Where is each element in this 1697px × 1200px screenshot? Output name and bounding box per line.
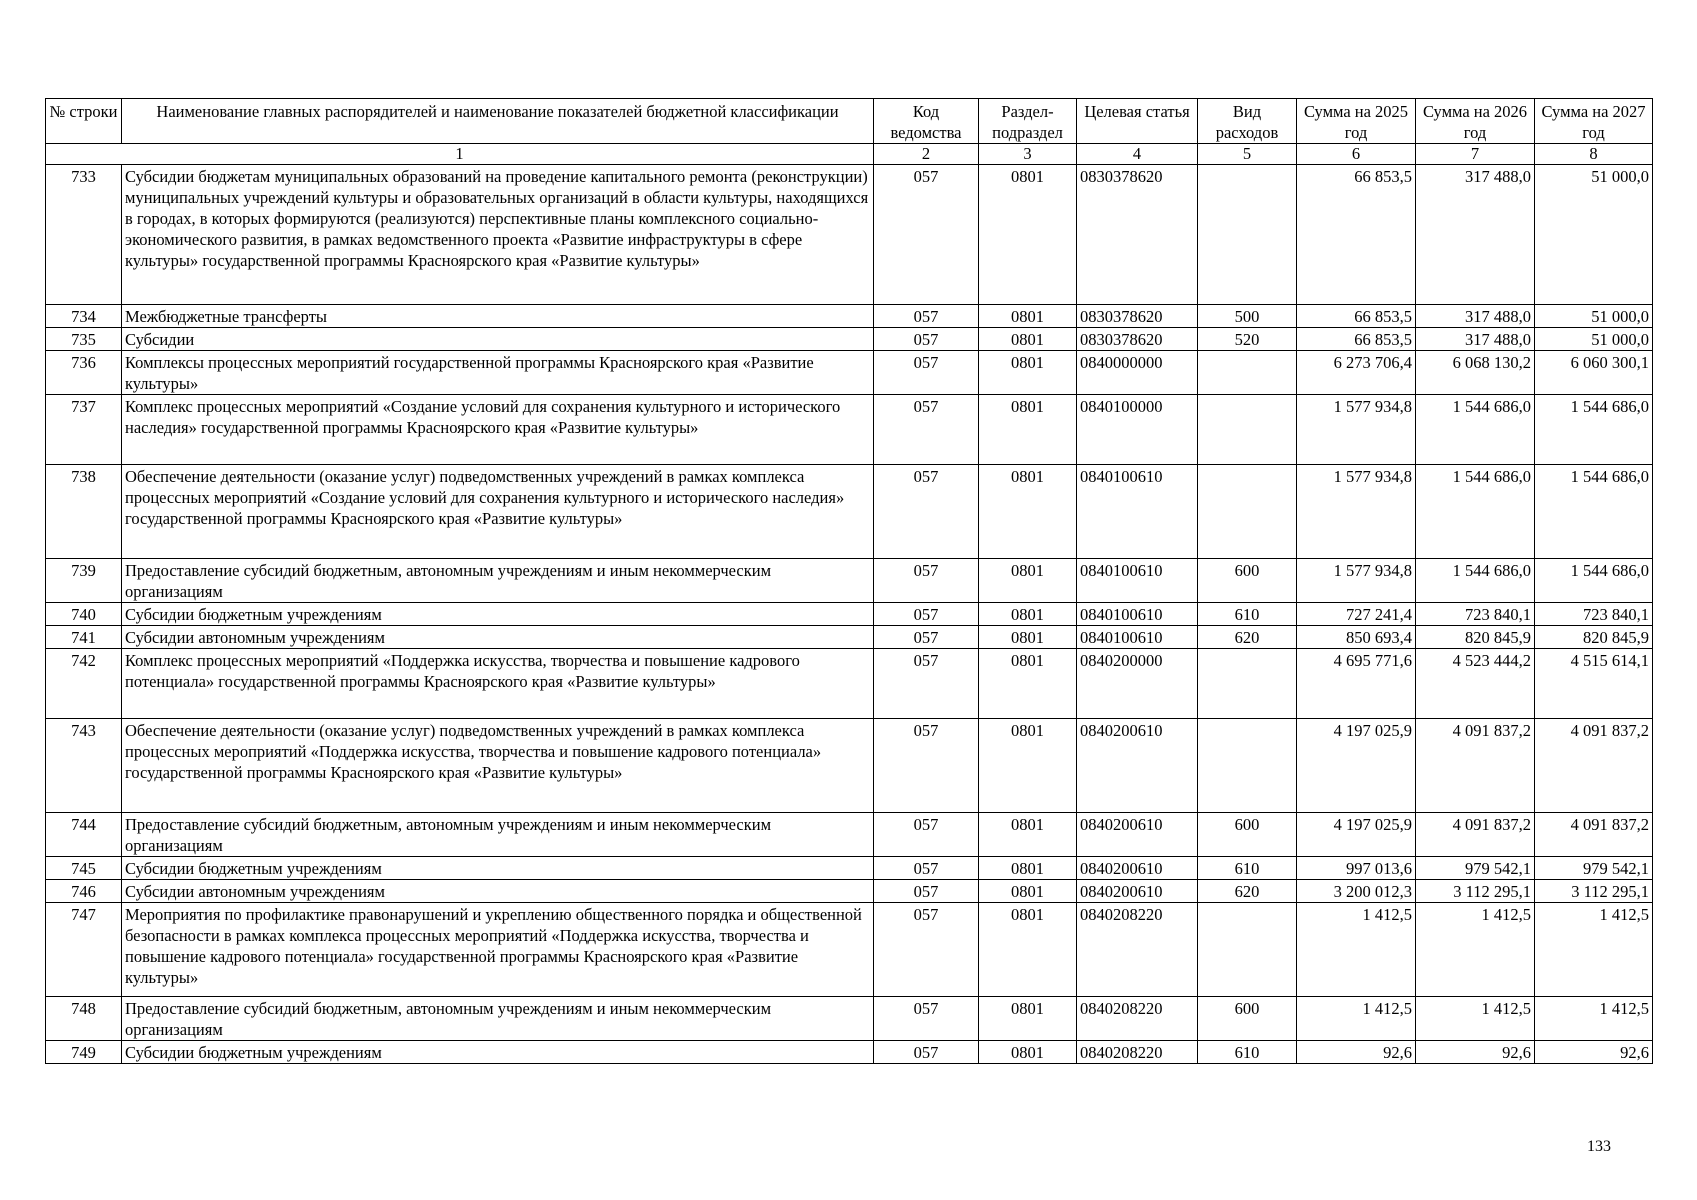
row-amount-2025: 4 197 025,9 — [1297, 719, 1416, 813]
row-target-code: 0840100610 — [1077, 465, 1198, 559]
row-number: 747 — [46, 903, 122, 997]
row-dept-code: 057 — [874, 880, 979, 903]
header-2026: Сумма на 2026 год — [1416, 99, 1535, 144]
row-dept-code: 057 — [874, 351, 979, 395]
row-name: Комплекс процессных мероприятий «Поддержка искусства, творчества и повышение кадрового потенциала» государственной программы Красноярского края «Развитие культуры» — [122, 649, 874, 719]
row-expense-type — [1198, 395, 1297, 465]
row-name: Субсидии автономным учреждениям — [122, 880, 874, 903]
table-row — [46, 880, 1653, 903]
row-target-code: 0840100610 — [1077, 626, 1198, 649]
row-amount-2026: 6 068 130,2 — [1416, 351, 1535, 395]
table-row — [46, 559, 1653, 603]
row-name: Комплекс процессных мероприятий «Создание условий для сохранения культурного и исторического наследия» государственной программы Красноярского края «Развитие культуры» — [122, 395, 874, 465]
row-expense-type: 620 — [1198, 626, 1297, 649]
row-amount-2027: 1 412,5 — [1535, 997, 1653, 1041]
table-row — [46, 395, 1653, 465]
row-amount-2027: 4 515 614,1 — [1535, 649, 1653, 719]
row-amount-2027: 820 845,9 — [1535, 626, 1653, 649]
row-section-code: 0801 — [979, 880, 1077, 903]
row-amount-2026: 723 840,1 — [1416, 603, 1535, 626]
row-section-code: 0801 — [979, 603, 1077, 626]
row-amount-2027: 3 112 295,1 — [1535, 880, 1653, 903]
row-amount-2026: 92,6 — [1416, 1041, 1535, 1064]
row-amount-2027: 1 412,5 — [1535, 903, 1653, 997]
row-amount-2026: 317 488,0 — [1416, 328, 1535, 351]
row-dept-code: 057 — [874, 997, 979, 1041]
row-name: Предоставление субсидий бюджетным, автономным учреждениям и иным некоммерческим организациям — [122, 813, 874, 857]
row-section-code: 0801 — [979, 351, 1077, 395]
row-target-code: 0840208220 — [1077, 997, 1198, 1041]
row-amount-2027: 723 840,1 — [1535, 603, 1653, 626]
row-target-code: 0830378620 — [1077, 328, 1198, 351]
row-name: Обеспечение деятельности (оказание услуг) подведомственных учреждений в рамках комплекса процессных мероприятий «Поддержка искусства, творчества и повышение кадрового потенциала» государственной программы Красноярского края «Развитие культуры» — [122, 719, 874, 813]
row-expense-type: 600 — [1198, 813, 1297, 857]
row-section-code: 0801 — [979, 857, 1077, 880]
column-number: 5 — [1198, 144, 1297, 165]
row-name: Субсидии бюджетным учреждениям — [122, 857, 874, 880]
row-amount-2025: 66 853,5 — [1297, 328, 1416, 351]
row-name: Субсидии бюджетам муниципальных образований на проведение капитального ремонта (реконструкции) муниципальных учреждений культуры и образовательных организаций в области культуры, находящихся в городах, в которых формируются (реализуются) перспективные планы комплексного социально-экономического развития, в рамках ведомственного проекта «Развитие инфраструктуры в сфере культуры» государственной программы Красноярского края «Развитие культуры» — [122, 165, 874, 305]
row-number: 748 — [46, 997, 122, 1041]
row-number: 740 — [46, 603, 122, 626]
row-amount-2026: 979 542,1 — [1416, 857, 1535, 880]
row-name: Предоставление субсидий бюджетным, автономным учреждениям и иным некоммерческим организациям — [122, 997, 874, 1041]
row-dept-code: 057 — [874, 626, 979, 649]
row-target-code: 0840200000 — [1077, 649, 1198, 719]
row-target-code: 0840100610 — [1077, 603, 1198, 626]
row-amount-2027: 1 544 686,0 — [1535, 395, 1653, 465]
row-name: Субсидии — [122, 328, 874, 351]
row-amount-2025: 4 695 771,6 — [1297, 649, 1416, 719]
table-row — [46, 305, 1653, 328]
row-amount-2026: 3 112 295,1 — [1416, 880, 1535, 903]
row-amount-2027: 4 091 837,2 — [1535, 813, 1653, 857]
header-name: Наименование главных распорядителей и наименование показателей бюджетной классификации — [122, 99, 874, 144]
table-row — [46, 465, 1653, 559]
row-dept-code: 057 — [874, 813, 979, 857]
row-section-code: 0801 — [979, 328, 1077, 351]
row-name: Комплексы процессных мероприятий государственной программы Красноярского края «Развитие культуры» — [122, 351, 874, 395]
row-amount-2025: 727 241,4 — [1297, 603, 1416, 626]
row-dept-code: 057 — [874, 857, 979, 880]
table-row — [46, 997, 1653, 1041]
row-amount-2026: 4 091 837,2 — [1416, 813, 1535, 857]
row-expense-type — [1198, 649, 1297, 719]
row-name: Субсидии бюджетным учреждениям — [122, 603, 874, 626]
header-dept: Код ведомства — [874, 99, 979, 144]
row-amount-2025: 92,6 — [1297, 1041, 1416, 1064]
table-row — [46, 603, 1653, 626]
row-expense-type: 620 — [1198, 880, 1297, 903]
row-section-code: 0801 — [979, 559, 1077, 603]
table-row — [46, 328, 1653, 351]
row-name: Субсидии автономным учреждениям — [122, 626, 874, 649]
row-target-code: 0840208220 — [1077, 1041, 1198, 1064]
table-row — [46, 351, 1653, 395]
row-expense-type: 610 — [1198, 857, 1297, 880]
row-dept-code: 057 — [874, 165, 979, 305]
row-expense-type: 500 — [1198, 305, 1297, 328]
column-number: 1 — [46, 144, 874, 165]
row-target-code: 0840200610 — [1077, 813, 1198, 857]
table-body — [46, 165, 1653, 1064]
row-amount-2025: 1 412,5 — [1297, 997, 1416, 1041]
row-number: 737 — [46, 395, 122, 465]
row-number: 741 — [46, 626, 122, 649]
row-amount-2026: 317 488,0 — [1416, 305, 1535, 328]
budget-table — [45, 98, 1653, 1064]
row-section-code: 0801 — [979, 395, 1077, 465]
row-dept-code: 057 — [874, 719, 979, 813]
row-expense-type: 610 — [1198, 603, 1297, 626]
row-amount-2025: 3 200 012,3 — [1297, 880, 1416, 903]
row-number: 742 — [46, 649, 122, 719]
row-target-code: 0840200610 — [1077, 880, 1198, 903]
row-target-code: 0830378620 — [1077, 305, 1198, 328]
row-expense-type: 600 — [1198, 997, 1297, 1041]
row-number: 735 — [46, 328, 122, 351]
row-amount-2026: 1 412,5 — [1416, 997, 1535, 1041]
row-amount-2025: 1 577 934,8 — [1297, 559, 1416, 603]
column-number: 3 — [979, 144, 1077, 165]
row-amount-2027: 51 000,0 — [1535, 305, 1653, 328]
table-row — [46, 1041, 1653, 1064]
row-expense-type: 520 — [1198, 328, 1297, 351]
row-amount-2025: 66 853,5 — [1297, 305, 1416, 328]
row-amount-2025: 997 013,6 — [1297, 857, 1416, 880]
row-amount-2027: 51 000,0 — [1535, 328, 1653, 351]
row-number: 749 — [46, 1041, 122, 1064]
column-number: 4 — [1077, 144, 1198, 165]
row-number: 734 — [46, 305, 122, 328]
row-expense-type: 610 — [1198, 1041, 1297, 1064]
row-dept-code: 057 — [874, 903, 979, 997]
table-row — [46, 857, 1653, 880]
row-amount-2026: 4 523 444,2 — [1416, 649, 1535, 719]
column-number-row — [46, 144, 1653, 165]
row-section-code: 0801 — [979, 165, 1077, 305]
row-target-code: 0840100000 — [1077, 395, 1198, 465]
row-expense-type: 600 — [1198, 559, 1297, 603]
row-amount-2026: 1 544 686,0 — [1416, 395, 1535, 465]
row-amount-2026: 820 845,9 — [1416, 626, 1535, 649]
page-number: 133 — [1587, 1138, 1611, 1155]
row-number: 738 — [46, 465, 122, 559]
row-name: Межбюджетные трансферты — [122, 305, 874, 328]
row-dept-code: 057 — [874, 395, 979, 465]
row-dept-code: 057 — [874, 649, 979, 719]
row-number: 743 — [46, 719, 122, 813]
column-number: 8 — [1535, 144, 1653, 165]
row-target-code: 0840200610 — [1077, 719, 1198, 813]
row-amount-2027: 4 091 837,2 — [1535, 719, 1653, 813]
row-target-code: 0830378620 — [1077, 165, 1198, 305]
row-amount-2025: 1 577 934,8 — [1297, 395, 1416, 465]
column-number: 2 — [874, 144, 979, 165]
row-amount-2026: 1 412,5 — [1416, 903, 1535, 997]
header-target: Целевая статья — [1077, 99, 1198, 144]
row-name: Мероприятия по профилактике правонарушений и укреплению общественного порядка и общественной безопасности в рамках комплекса процессных мероприятий «Поддержка искусства, творчества и повышение кадрового потенциала» государственной программы Красноярского края «Развитие культуры» — [122, 903, 874, 997]
table-row — [46, 165, 1653, 305]
row-dept-code: 057 — [874, 328, 979, 351]
table-row — [46, 649, 1653, 719]
row-dept-code: 057 — [874, 305, 979, 328]
row-section-code: 0801 — [979, 813, 1077, 857]
row-amount-2026: 1 544 686,0 — [1416, 465, 1535, 559]
row-expense-type — [1198, 165, 1297, 305]
row-name: Предоставление субсидий бюджетным, автономным учреждениям и иным некоммерческим организациям — [122, 559, 874, 603]
row-target-code: 0840208220 — [1077, 903, 1198, 997]
row-amount-2025: 6 273 706,4 — [1297, 351, 1416, 395]
row-amount-2026: 1 544 686,0 — [1416, 559, 1535, 603]
row-amount-2027: 1 544 686,0 — [1535, 465, 1653, 559]
row-name: Обеспечение деятельности (оказание услуг) подведомственных учреждений в рамках комплекса процессных мероприятий «Создание условий для сохранения культурного и исторического наследия» государственной программы Красноярского края «Развитие культуры» — [122, 465, 874, 559]
row-expense-type — [1198, 351, 1297, 395]
row-target-code: 0840000000 — [1077, 351, 1198, 395]
header-section: Раздел-подраздел — [979, 99, 1077, 144]
column-number: 7 — [1416, 144, 1535, 165]
row-amount-2025: 66 853,5 — [1297, 165, 1416, 305]
row-number: 736 — [46, 351, 122, 395]
row-name: Субсидии бюджетным учреждениям — [122, 1041, 874, 1064]
row-section-code: 0801 — [979, 903, 1077, 997]
row-number: 746 — [46, 880, 122, 903]
row-amount-2025: 4 197 025,9 — [1297, 813, 1416, 857]
table-row — [46, 813, 1653, 857]
row-amount-2027: 1 544 686,0 — [1535, 559, 1653, 603]
row-number: 744 — [46, 813, 122, 857]
row-section-code: 0801 — [979, 997, 1077, 1041]
row-section-code: 0801 — [979, 626, 1077, 649]
row-amount-2025: 850 693,4 — [1297, 626, 1416, 649]
table-row — [46, 626, 1653, 649]
row-section-code: 0801 — [979, 305, 1077, 328]
row-dept-code: 057 — [874, 1041, 979, 1064]
row-dept-code: 057 — [874, 603, 979, 626]
header-row — [46, 99, 1653, 144]
header-2027: Сумма на 2027 год — [1535, 99, 1653, 144]
row-number: 733 — [46, 165, 122, 305]
header-type: Вид расходов — [1198, 99, 1297, 144]
row-section-code: 0801 — [979, 649, 1077, 719]
row-expense-type — [1198, 465, 1297, 559]
row-section-code: 0801 — [979, 465, 1077, 559]
header-2025: Сумма на 2025 год — [1297, 99, 1416, 144]
row-amount-2026: 4 091 837,2 — [1416, 719, 1535, 813]
row-expense-type — [1198, 719, 1297, 813]
row-section-code: 0801 — [979, 1041, 1077, 1064]
row-amount-2027: 92,6 — [1535, 1041, 1653, 1064]
row-amount-2027: 6 060 300,1 — [1535, 351, 1653, 395]
header-row-no: № строки — [46, 99, 122, 144]
column-number: 6 — [1297, 144, 1416, 165]
row-dept-code: 057 — [874, 465, 979, 559]
row-expense-type — [1198, 903, 1297, 997]
row-amount-2025: 1 412,5 — [1297, 903, 1416, 997]
row-amount-2026: 317 488,0 — [1416, 165, 1535, 305]
row-amount-2025: 1 577 934,8 — [1297, 465, 1416, 559]
row-section-code: 0801 — [979, 719, 1077, 813]
row-number: 745 — [46, 857, 122, 880]
row-target-code: 0840100610 — [1077, 559, 1198, 603]
row-amount-2027: 51 000,0 — [1535, 165, 1653, 305]
row-target-code: 0840200610 — [1077, 857, 1198, 880]
row-number: 739 — [46, 559, 122, 603]
row-dept-code: 057 — [874, 559, 979, 603]
row-amount-2027: 979 542,1 — [1535, 857, 1653, 880]
table-row — [46, 719, 1653, 813]
table-row — [46, 903, 1653, 997]
